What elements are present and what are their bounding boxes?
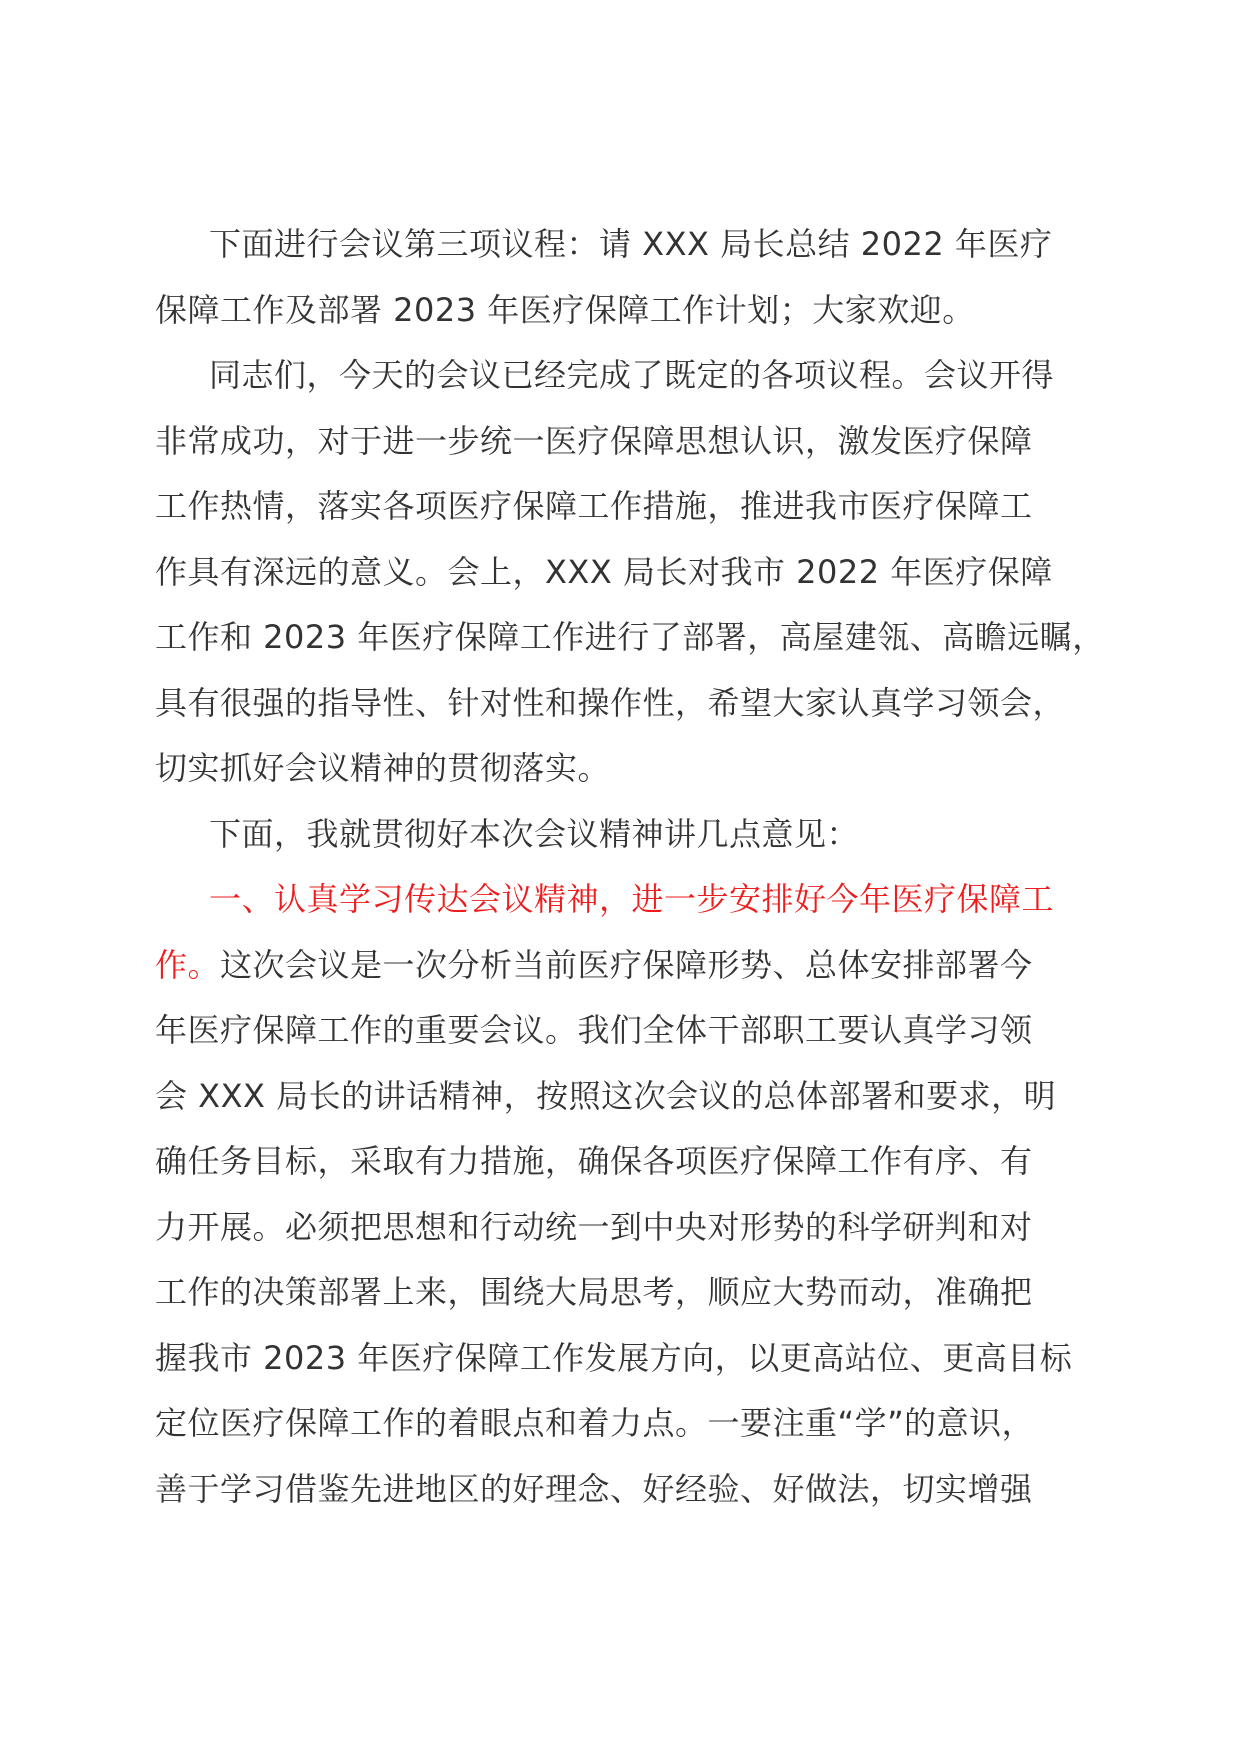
text-line — [155, 1129, 1115, 1195]
text-line — [155, 867, 1115, 933]
text-line — [155, 1457, 1115, 1523]
line-text: 下面，我就贯彻好本次会议精神讲几点意见： — [209, 814, 860, 853]
text-line — [155, 1326, 1115, 1392]
text-line — [155, 474, 1115, 540]
document-body — [155, 212, 1115, 1522]
text-line — [155, 1391, 1115, 1457]
text-line — [155, 671, 1115, 737]
line-text: 确任务目标，采取有力措施，确保各项医疗保障工作有序、有 — [155, 1142, 1033, 1180]
heading-text: 一、认真学习传达会议精神，进一步安排好今年医疗保障工 — [209, 880, 1055, 918]
line-text: 非常成功，对于进一步统一医疗保障思想认识，激发医疗保障 — [155, 421, 1033, 460]
text-line — [155, 933, 1115, 999]
text-line — [155, 802, 1115, 868]
line-text: 这次会议是一次分析当前医疗保障形势、总体安排部署今 — [220, 945, 1033, 984]
line-text: 定位医疗保障工作的着眼点和着力点。一要注重“学”的意识， — [155, 1404, 1035, 1442]
line-text: 握我市 2023 年医疗保障工作发展方向，以更高站位、更高目标 — [155, 1338, 1073, 1377]
line-text: 工作和 2023 年医疗保障工作进行了部署，高屋建瓴、高瞻远瞩， — [155, 618, 1105, 656]
text-line — [155, 998, 1115, 1064]
text-line — [155, 1064, 1115, 1130]
line-text: 同志们，今天的会议已经完成了既定的各项议程。会议开得 — [209, 356, 1055, 394]
text-line — [155, 605, 1115, 671]
line-text: 工作热情，落实各项医疗保障工作措施，推进我市医疗保障工 — [155, 487, 1033, 525]
text-line — [155, 540, 1115, 606]
line-text: 年医疗保障工作的重要会议。我们全体干部职工要认真学习领 — [155, 1011, 1033, 1049]
line-text: 工作的决策部署上来，围绕大局思考，顺应大势而动，准确把 — [155, 1273, 1033, 1311]
line-text: 作具有深远的意义。会上，XXX 局长对我市 2022 年医疗保障 — [155, 552, 1053, 591]
line-text: 善于学习借鉴先进地区的好理念、好经验、好做法，切实增强 — [155, 1469, 1033, 1508]
text-line — [155, 343, 1115, 409]
text-line — [155, 1260, 1115, 1326]
line-text: 具有很强的指导性、针对性和操作性，希望大家认真学习领会， — [155, 683, 1066, 722]
line-text: 力开展。必须把思想和行动统一到中央对形势的科学研判和对 — [155, 1207, 1033, 1246]
line-text: 会 XXX 局长的讲话精神，按照这次会议的总体部署和要求，明 — [155, 1076, 1057, 1115]
heading-text: 作。 — [155, 945, 221, 984]
text-line — [155, 278, 1115, 344]
line-text: 下面进行会议第三项议程：请 XXX 局长总结 2022 年医疗 — [209, 225, 1053, 263]
text-line — [155, 736, 1115, 802]
text-line — [155, 212, 1115, 278]
line-text: 切实抓好会议精神的贯彻落实。 — [155, 749, 611, 787]
text-line — [155, 409, 1115, 475]
line-text: 保障工作及部署 2023 年医疗保障工作计划；大家欢迎。 — [155, 290, 975, 329]
text-line — [155, 1195, 1115, 1261]
